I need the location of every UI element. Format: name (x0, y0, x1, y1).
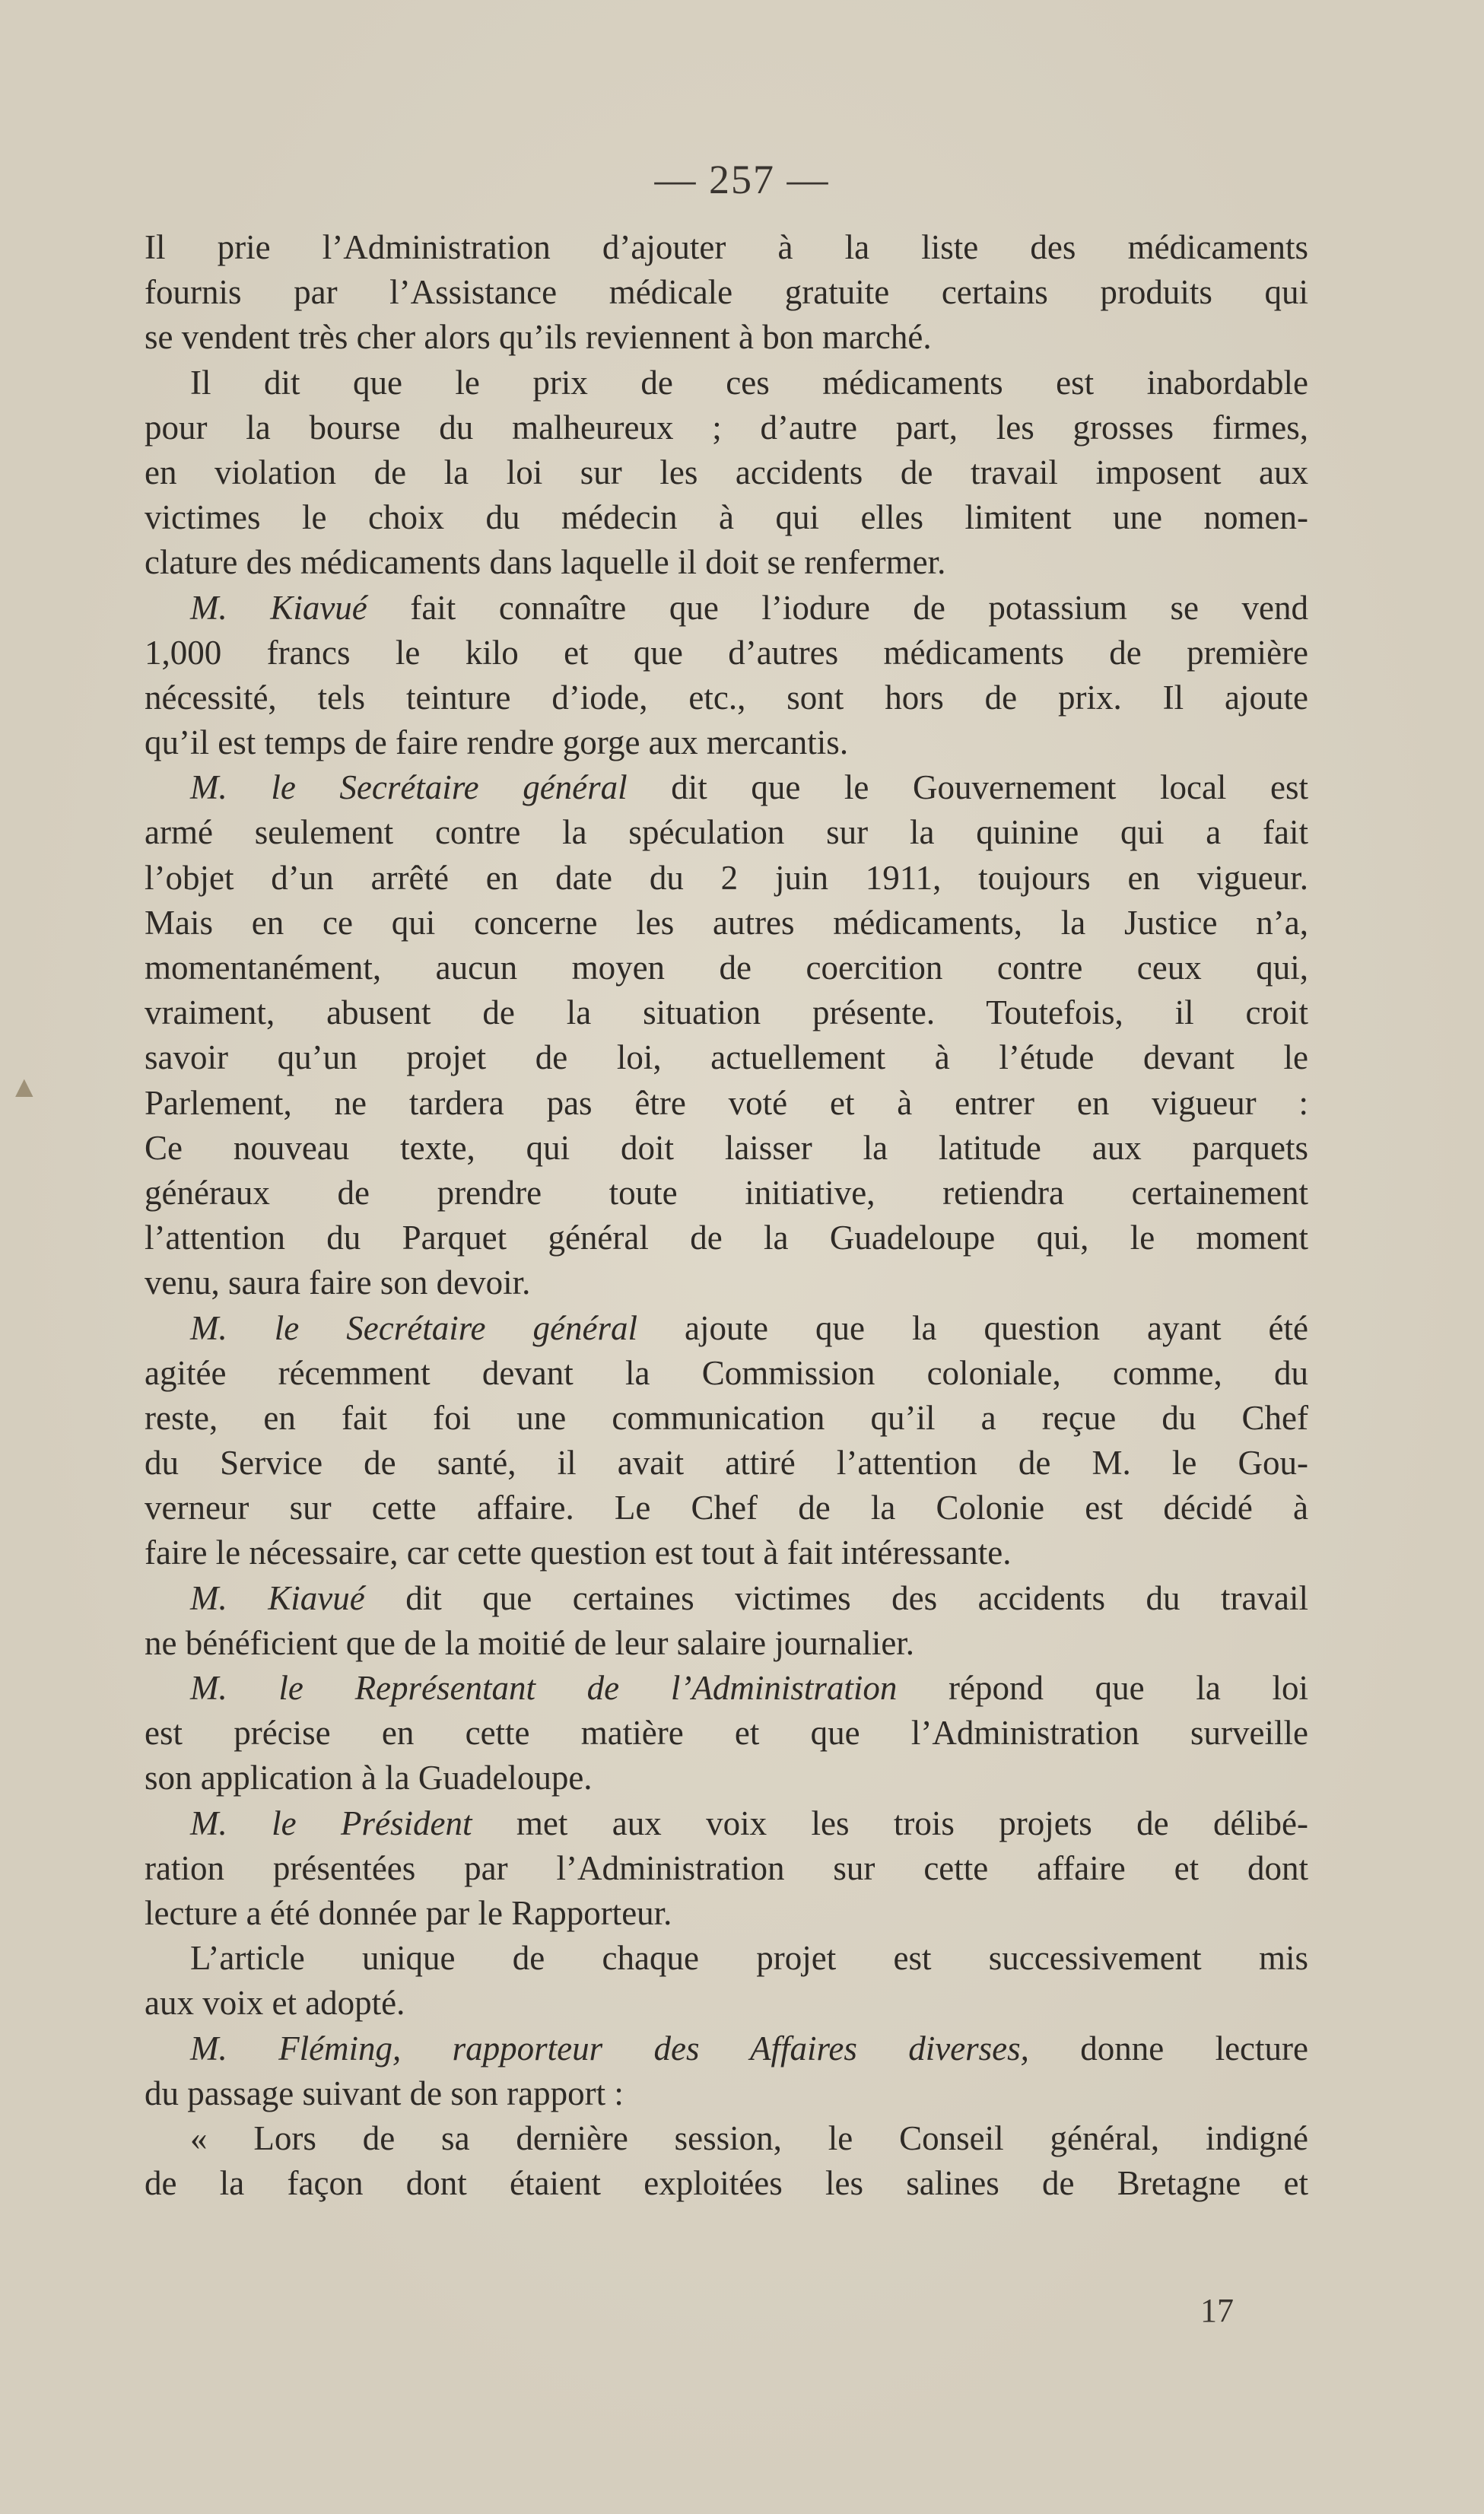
text-line (145, 1081, 1308, 1126)
line-text: L’article unique de chaque projet est successivement mis (190, 1939, 1308, 1978)
text-line (145, 1396, 1308, 1441)
text-line (145, 720, 1308, 765)
speaker-name: M. Kiavué (190, 1578, 365, 1617)
line-text: ne bénéficient que de la moitié de leur salaire journalier. (145, 1623, 915, 1662)
text-line (145, 1621, 1308, 1666)
text-line (145, 450, 1308, 495)
text-line (145, 990, 1308, 1035)
line-text: de la façon dont étaient exploitées les salines de Bretagne et (145, 2164, 1308, 2203)
text-line (145, 1936, 1308, 1981)
line-text: faire le nécessaire, car cette question est tout à fait intéressante. (145, 1534, 1012, 1572)
speaker-name: M. le Secrétaire général (190, 1308, 638, 1347)
line-text: du passage suivant de son rapport : (145, 2074, 624, 2112)
text-line (145, 1351, 1308, 1396)
line-text: en violation de la loi sur les accidents de travail imposent aux (145, 453, 1308, 491)
text-line (145, 1666, 1308, 1711)
line-text: armé seulement contre la spéculation sur la quinine qui a fait (145, 813, 1308, 852)
ink-smudge-icon: ▲ (9, 1069, 40, 1104)
line-text: son application à la Guadeloupe. (145, 1759, 593, 1797)
line-text: Ce nouveau texte, qui doit laisser la latitude aux parquets (145, 1128, 1308, 1167)
text-line (145, 1711, 1308, 1756)
text-line (145, 270, 1308, 315)
text-line (145, 856, 1308, 901)
text-line (145, 810, 1308, 855)
line-text: est précise en cette matière et que l’Administration surveille (145, 1714, 1308, 1753)
speaker-name: M. le Représentant de l’Administration (190, 1669, 898, 1707)
text-line (145, 2026, 1308, 2071)
line-text: l’attention du Parquet général de la Guadeloupe qui, le moment (145, 1219, 1308, 1257)
line-text: nécessité, tels teinture d’iode, etc., sont hors de prix. Il ajoute (145, 678, 1308, 717)
line-text: l’objet d’un arrêté en date du 2 juin 1911, toujours en vigueur. (145, 858, 1308, 897)
line-text: fait connaître que l’iodure de potassium se vend (367, 588, 1308, 627)
line-text: Mais en ce qui concerne les autres médicaments, la Justice n’a, (145, 903, 1308, 942)
line-text: momentanément, aucun moyen de coercition contre ceux qui, (145, 949, 1308, 987)
page-number-header: — 257 — (654, 157, 830, 202)
line-text: clature des médicaments dans laquelle il doit se renfermer. (145, 543, 946, 582)
text-line (145, 1486, 1308, 1530)
text-line (145, 901, 1308, 946)
text-line (145, 2071, 1308, 2116)
line-text: donne lecture (1028, 2029, 1308, 2067)
line-text: qu’il est temps de faire rendre gorge aux mercantis. (145, 723, 849, 762)
text-line (145, 1801, 1308, 1846)
line-text: fournis par l’Assistance médicale gratuite certains produits qui (145, 273, 1308, 312)
text-line (145, 631, 1308, 675)
line-text: lecture a été donnée par le Rapporteur. (145, 1893, 672, 1932)
line-text: 1,000 francs le kilo et que d’autres médicaments de première (145, 633, 1308, 672)
document-body (145, 225, 1308, 2206)
text-line (145, 586, 1308, 631)
text-line (145, 1035, 1308, 1080)
line-text: du Service de santé, il avait attiré l’attention de M. le Gou- (145, 1444, 1308, 1483)
line-text: aux voix et adopté. (145, 1984, 405, 2023)
line-text: verneur sur cette affaire. Le Chef de la Colonie est décidé à (145, 1489, 1308, 1527)
line-text: dit que certaines victimes des accidents du travail (364, 1578, 1308, 1617)
text-line (145, 1441, 1308, 1486)
line-text: se vendent très cher alors qu’ils reviennent à bon marché. (145, 318, 932, 357)
text-line (145, 315, 1308, 360)
line-text: ration présentées par l’Administration sur cette affaire et dont (145, 1848, 1308, 1887)
line-text: venu, saura faire son devoir. (145, 1263, 531, 1302)
text-line (145, 1981, 1308, 2026)
speaker-name: M. le Secrétaire général (190, 768, 628, 807)
line-text: « Lors de sa dernière session, le Conseil général, indigné (190, 2118, 1308, 2157)
text-line (145, 1216, 1308, 1260)
line-text: victimes le choix du médecin à qui elles limitent une nomen- (145, 498, 1308, 537)
line-text: Parlement, ne tardera pas être voté et à entrer en vigueur : (145, 1083, 1308, 1122)
line-text: ajoute que la question ayant été (637, 1308, 1308, 1347)
text-line (145, 1576, 1308, 1621)
speaker-name: M. Kiavué (190, 588, 367, 627)
text-line (145, 2116, 1308, 2161)
text-line (145, 1530, 1308, 1575)
text-line (145, 1126, 1308, 1171)
line-text: dit que le Gouvernement local est (627, 768, 1308, 807)
line-text: vraiment, abusent de la situation présente. Toutefois, il croit (145, 993, 1308, 1032)
text-line (145, 1306, 1308, 1351)
speaker-name: M. le Président (190, 1804, 472, 1842)
text-line (145, 361, 1308, 405)
text-line (145, 1846, 1308, 1891)
text-line (145, 540, 1308, 585)
line-text: répond que la loi (897, 1669, 1308, 1707)
line-text: pour la bourse du malheureux ; d’autre part, les grosses firmes, (145, 408, 1308, 447)
signature-mark: 17 (1200, 2292, 1234, 2329)
line-text: généraux de prendre toute initiative, retiendra certainement (145, 1173, 1308, 1212)
text-line (145, 495, 1308, 540)
speaker-name: M. Fléming, rapporteur des Affaires diverses, (190, 2029, 1029, 2067)
line-text: Il dit que le prix de ces médicaments est inabordable (190, 363, 1308, 402)
text-line (145, 1756, 1308, 1800)
text-line (145, 1260, 1308, 1305)
text-line (145, 405, 1308, 450)
text-line (145, 1891, 1308, 1936)
line-text: met aux voix les trois projets de délibé- (472, 1804, 1308, 1842)
text-line (145, 2161, 1308, 2206)
line-text: savoir qu’un projet de loi, actuellement à l’étude devant le (145, 1038, 1308, 1077)
text-line (145, 1171, 1308, 1216)
line-text: reste, en fait foi une communication qu’il a reçue du Chef (145, 1398, 1308, 1437)
text-line (145, 765, 1308, 810)
text-line (145, 225, 1308, 270)
line-text: agitée récemment devant la Commission coloniale, comme, du (145, 1353, 1308, 1392)
text-line (145, 675, 1308, 720)
text-line (145, 946, 1308, 990)
line-text: Il prie l’Administration d’ajouter à la liste des médicaments (145, 228, 1308, 266)
